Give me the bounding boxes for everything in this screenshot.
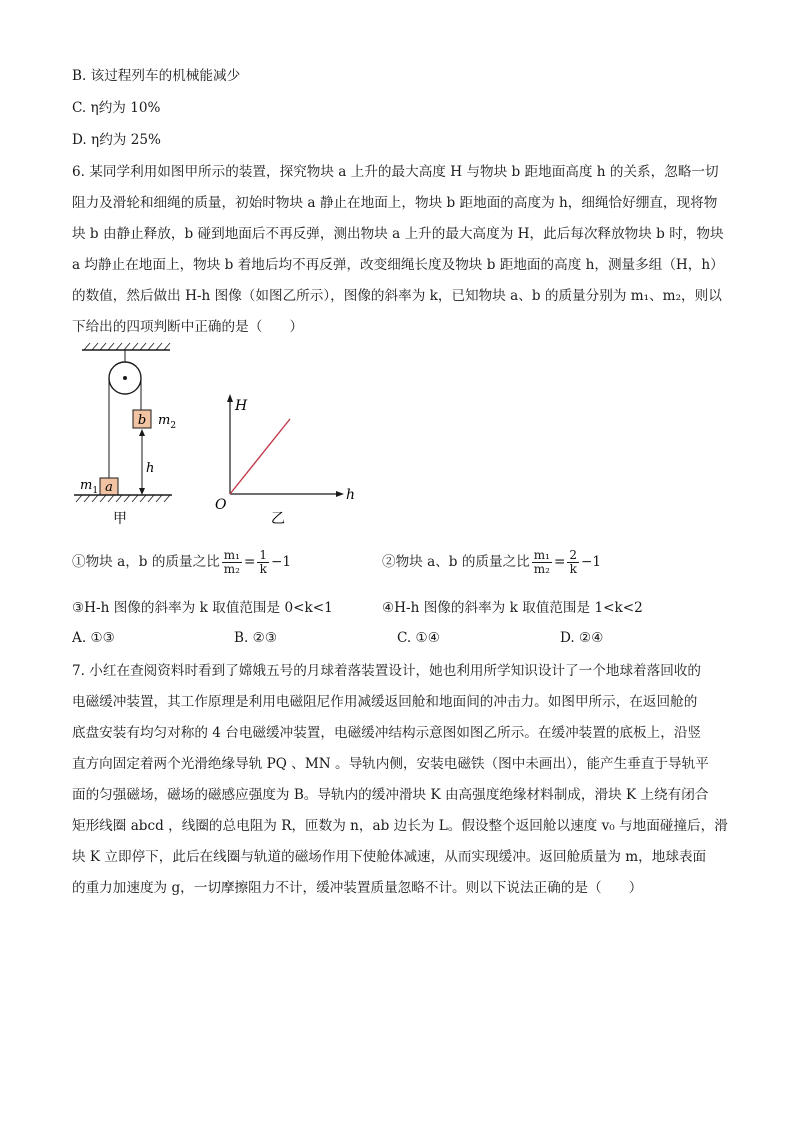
q5-option-b: B. 该过程列车的机械能减少: [72, 68, 241, 84]
q7-line-3: 底盘安装有均匀对称的 4 台电磁缓冲装置，电磁缓冲结构示意图如图乙所示。在缓冲装置的底板上，沿竖: [72, 725, 702, 741]
stmt1-rhs: $\frac{1}{k}$: [259, 548, 268, 576]
q7-line-1: 7. 小红在查阅资料时看到了嫦娥五号的月球着落装置设计，她也利用所学知识设计了一个地球着落回收的: [72, 663, 702, 679]
statement-2: ②物块 a、b 的质量之比 $\frac{\text{m₁}}{\text{m₂}}$ = $\frac{2}{k}$ −1: [382, 548, 602, 576]
choice-a[interactable]: A. ①③: [72, 630, 115, 646]
origin-label: O: [215, 497, 227, 513]
stmt2-rhs: $\frac{2}{k}$: [569, 548, 578, 576]
axis-H-label: H: [235, 398, 248, 414]
q5-option-d: D. η约为 25%: [72, 132, 161, 148]
q5-option-c: C. η约为 10%: [72, 100, 161, 116]
q6-line-1: 6. 某同学利用如图甲所示的装置，探究物块 a 上升的最大高度 H 与物块 b 距地面高度 h 的关系，忽略一切: [72, 164, 719, 180]
q6-line-2: 阻力及滑轮和细绳的质量，初始时物块 a 静止在地面上，物块 b 距地面的高度为 h，细绳恰好绷直，现将物: [72, 195, 718, 211]
m2-label: $m_2$: [158, 413, 177, 431]
q7-line-2: 电磁缓冲装置，其工作原理是利用电磁阻尼作用减缓返回舱和地面间的冲击力。如图甲所示，在返回舱的: [72, 694, 698, 710]
choice-d[interactable]: D. ②④: [560, 630, 604, 646]
q7-line-8: 的重力加速度为 g，一切摩擦阻力不计，缓冲装置质量忽略不计。则以下说法正确的是（ ）: [72, 880, 643, 896]
q7-line-6: 矩形线圈 abcd ，线圈的总电阻为 R，匝数为 n，ab 边长为 L。假设整个返回舱以速度 v₀ 与地面碰撞后，滑: [72, 818, 728, 834]
h-vs-H-line: [230, 419, 290, 494]
choice-b[interactable]: B. ②③: [234, 630, 278, 646]
figure-jia-pulley: [70, 340, 180, 530]
choice-c[interactable]: C. ①④: [397, 630, 440, 646]
figure-yi-caption: 乙: [271, 511, 285, 527]
h-label: h: [146, 461, 155, 476]
q6-line-4: a 均静止在地面上，物块 b 着地后均不再反弹，改变细绳长度及物块 b 距地面的高度 h，测量多组（H，h）: [72, 257, 724, 273]
statement-1: ①物块 a，b 的质量之比 $\frac{\text{m₁}}{\text{m₂}}$ = $\frac{1}{k}$ −1: [72, 548, 292, 576]
q7-line-4: 直方向固定着两个光滑绝缘导轨 PQ 、MN 。导轨内侧，安装电磁铁（图中未画出），能产生垂直于导轨平: [72, 756, 709, 772]
statement-4: ④H-h 图像的斜率为 k 取值范围是 1<k<2: [382, 600, 643, 616]
q6-line-3: 块 b 由静止释放，b 碰到地面后不再反弹，测出物块 a 上升的最大高度为 H，此后每次释放物块 b 时，物块: [72, 226, 724, 242]
stmt2-mass-ratio: $\frac{\text{m₁}}{\text{m₂}}$: [533, 548, 550, 576]
q6-line-6: 下给出的四项判断中正确的是（ ）: [72, 319, 304, 335]
q7-line-7: 块 K 立即停下，此后在线圈与轨道的磁场作用下使舱体减速，从而实现缓冲。返回舱质量为 m，地球表面: [72, 849, 707, 865]
figure-jia-caption: 甲: [113, 511, 127, 527]
axis-h-label: h: [346, 487, 356, 503]
stmt1-mass-ratio: $\frac{\text{m₁}}{\text{m₂}}$: [223, 548, 240, 576]
q6-choices: [72, 630, 727, 654]
block-b-label: b: [137, 413, 147, 428]
statement-3: ③H-h 图像的斜率为 k 取值范围是 0<k<1: [72, 600, 333, 616]
q6-line-5: 的数值，然后做出 H-h 图像（如图乙所示），图像的斜率为 k，已知物块 a、b 的质量分别为 m₁、m₂，则以: [72, 288, 722, 304]
m1-label: $m_1$: [80, 478, 99, 496]
block-a-label: a: [105, 480, 113, 495]
q7-line-5: 面的匀强磁场，磁场的磁感应强度为 B。导轨内的缓冲滑块 K 由高强度绝缘材料制成，滑块 K 上绕有闭合: [72, 787, 709, 803]
figure-yi-graph: [210, 392, 360, 527]
